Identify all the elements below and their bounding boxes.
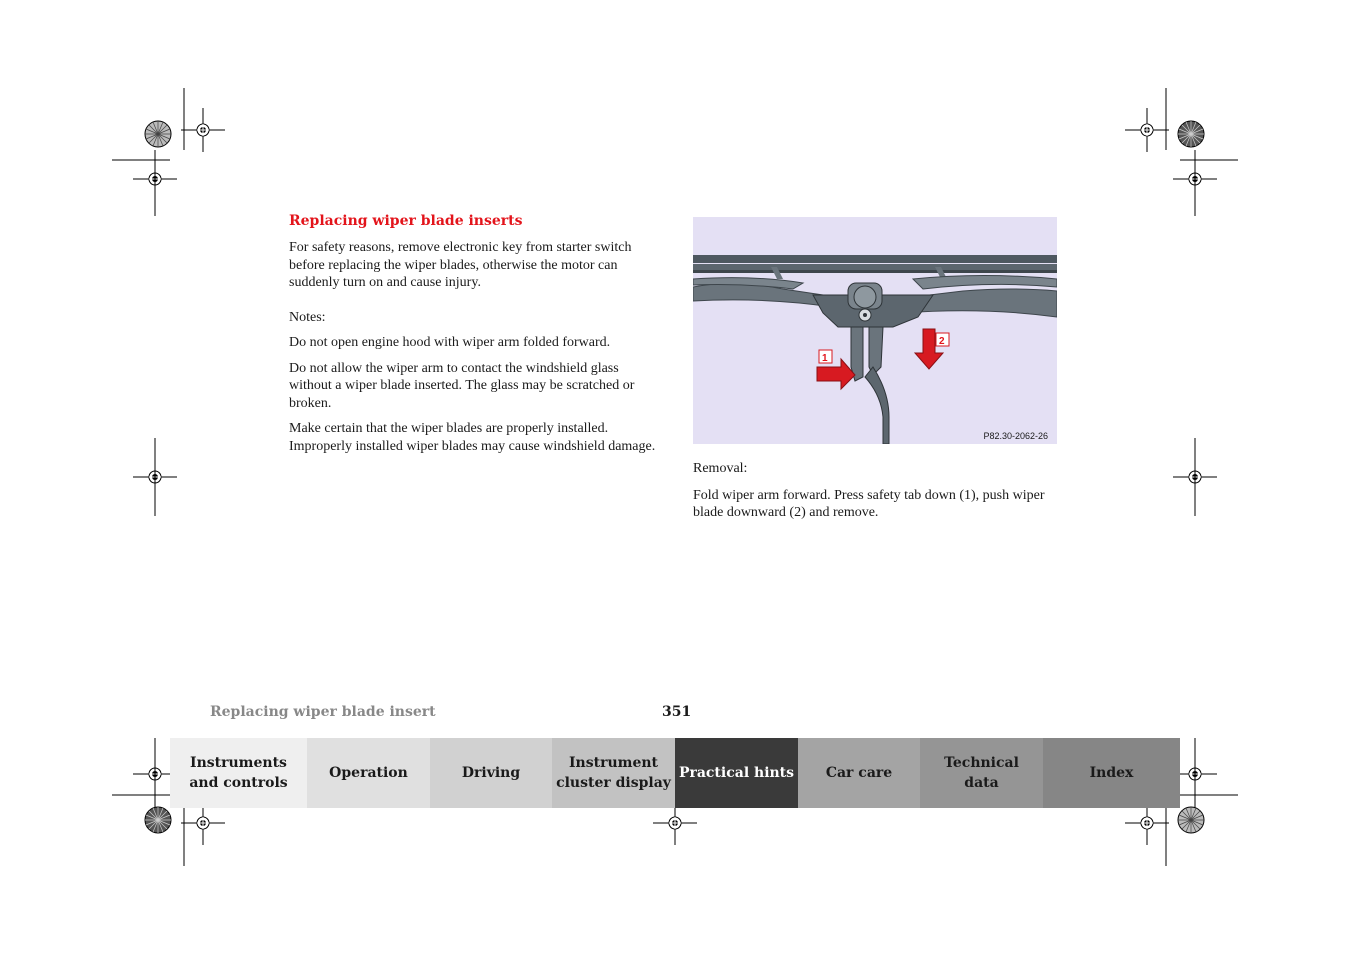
tab-label: Instrument xyxy=(569,755,658,771)
tab-instruments-and-controls[interactable] xyxy=(170,738,307,808)
tab-driving[interactable] xyxy=(430,738,552,808)
section-nav xyxy=(170,738,1180,808)
tab-label: Operation xyxy=(329,765,408,781)
section-heading: Replacing wiper blade inserts xyxy=(289,213,523,229)
note-item: Make certain that the wiper blades are properly installed. Improperly installed wiper blades may cause windshield damage. xyxy=(289,421,656,454)
tab-instrument-cluster-display[interactable] xyxy=(552,738,675,808)
page-number: 351 xyxy=(662,704,692,720)
tab-label: Driving xyxy=(461,765,521,781)
tab-operation[interactable] xyxy=(307,738,430,808)
removal-label: Removal: xyxy=(693,461,748,476)
tab-label: and controls xyxy=(189,775,288,791)
tab-technical-data[interactable] xyxy=(920,738,1043,808)
wiper-drawing xyxy=(693,217,1057,444)
tab-label: data xyxy=(964,775,999,791)
removal-text: Fold wiper arm forward. Press safety tab down (1), push wiper blade downward (2) and remove. xyxy=(693,487,1045,520)
tab-label: cluster display xyxy=(556,775,671,791)
tab-label: Instruments xyxy=(190,755,287,771)
tab-index[interactable] xyxy=(1043,738,1180,808)
callout-1: 1 xyxy=(822,353,828,364)
tab-label: Index xyxy=(1089,765,1134,781)
tab-car-care[interactable] xyxy=(798,738,920,808)
note-item: Do not allow the wiper arm to contact the windshield glass without a wiper blade inserted. The glass may be scratched or broken. xyxy=(289,360,635,411)
right-column xyxy=(693,460,1065,530)
figure-code: P82.30-2062-26 xyxy=(983,431,1048,441)
tab-label: Car care xyxy=(825,765,893,781)
tab-practical-hints[interactable] xyxy=(675,738,798,808)
footer-title: Replacing wiper blade insert xyxy=(210,704,436,720)
note-item: Do not open engine hood with wiper arm folded forward. xyxy=(289,335,611,350)
wiper-illustration xyxy=(693,217,1057,444)
tab-label: Practical hints xyxy=(678,765,795,781)
tab-label: Technical xyxy=(944,755,1019,771)
left-column xyxy=(289,239,664,463)
notes-label: Notes: xyxy=(289,309,326,325)
callout-2: 2 xyxy=(939,336,945,347)
intro-paragraph: For safety reasons, remove electronic key from starter switch before replacing the wiper blades, otherwise the motor can suddenly turn on and cause injury. xyxy=(289,240,632,290)
